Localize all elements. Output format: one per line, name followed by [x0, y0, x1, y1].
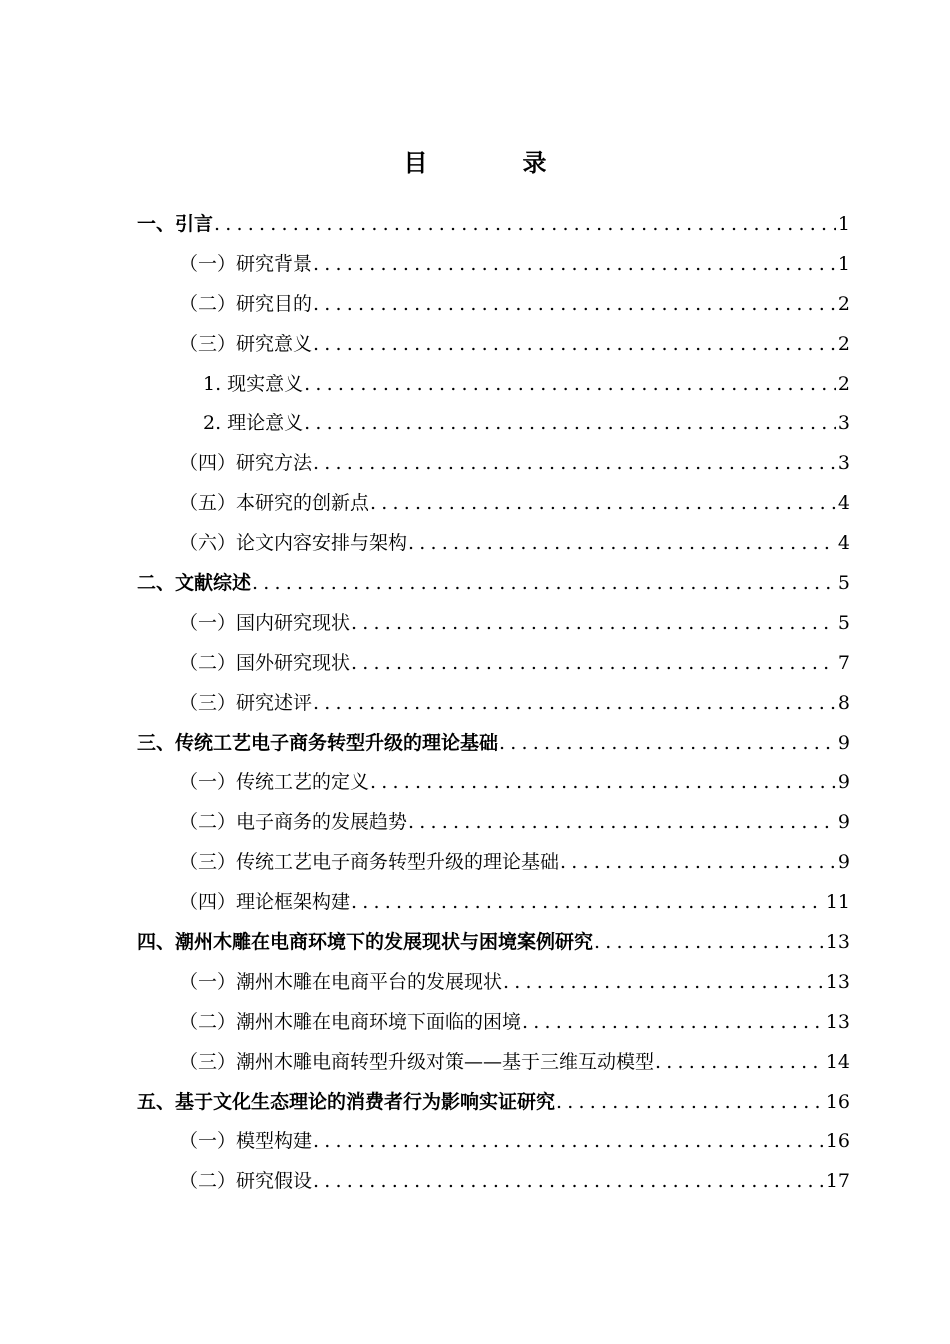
toc-entry-title: 四、潮州木雕在电商环境下的发展现状与困境案例研究 [137, 931, 594, 954]
toc-dot-leader [304, 404, 836, 444]
toc-dot-leader [499, 724, 836, 764]
toc-dot-leader [351, 604, 836, 644]
toc-page-number: 9 [837, 851, 850, 874]
toc-entry[interactable] [137, 1043, 850, 1083]
toc-entry-title: （一）传统工艺的定义 [179, 771, 370, 794]
toc-dot-leader [370, 484, 836, 524]
toc-entry[interactable] [137, 923, 850, 963]
toc-dot-leader [304, 365, 836, 405]
toc-entry-title: （三）传统工艺电子商务转型升级的理论基础 [179, 851, 560, 874]
toc-page-number: 14 [825, 1050, 850, 1073]
toc-page-number: 3 [837, 412, 850, 435]
toc-page-number: 1 [837, 213, 850, 235]
toc-entry[interactable] [137, 803, 850, 843]
toc-entry[interactable] [137, 1003, 850, 1043]
toc-entry[interactable] [137, 843, 850, 883]
toc-dot-leader [655, 1043, 824, 1083]
toc-title-char-left: 目 [403, 149, 428, 177]
toc-page-number: 7 [837, 651, 850, 674]
toc-entry[interactable] [137, 1083, 850, 1123]
toc-page-number: 2 [837, 332, 850, 355]
toc-page-number: 16 [825, 1130, 850, 1153]
toc-dot-leader [313, 1162, 824, 1202]
toc-entry[interactable] [137, 724, 850, 764]
toc-page-number: 2 [837, 372, 850, 395]
toc-entry[interactable] [137, 644, 850, 684]
toc-entry-title: （二）研究假设 [179, 1170, 313, 1193]
toc-entry[interactable] [137, 404, 850, 444]
toc-entry-title: 1. 现实意义 [203, 372, 304, 395]
toc-dot-leader [370, 763, 836, 803]
toc-entry[interactable] [137, 684, 850, 724]
toc-dot-leader [503, 963, 824, 1003]
toc-entry-title: （二）研究目的 [179, 292, 313, 315]
toc-page-number: 13 [825, 970, 850, 993]
toc-entry[interactable] [137, 963, 850, 1003]
toc-entry[interactable] [137, 325, 850, 365]
toc-entry[interactable] [137, 564, 850, 604]
toc-entry-title: （一）模型构建 [179, 1130, 313, 1153]
toc-entry-title: （二）潮州木雕在电商环境下面临的困境 [179, 1010, 522, 1033]
toc-page-number: 9 [837, 811, 850, 834]
toc-entry-title: （二）电子商务的发展趋势 [179, 811, 408, 834]
toc-entry[interactable] [137, 524, 850, 564]
toc-dot-leader [594, 923, 824, 963]
toc-entry-title: （五）本研究的创新点 [179, 492, 370, 515]
toc-dot-leader [313, 444, 836, 484]
toc-entry-title: 二、文献综述 [137, 572, 252, 595]
toc-entry-title: （四）理论框架构建 [179, 891, 351, 914]
toc-page-number: 9 [837, 731, 850, 754]
toc-entry[interactable] [137, 604, 850, 644]
toc-entry[interactable] [137, 365, 850, 405]
toc-entry-title: （四）研究方法 [179, 452, 313, 475]
toc-dot-leader [560, 843, 836, 883]
toc-entry[interactable] [137, 444, 850, 484]
toc-page-number: 13 [825, 1010, 850, 1033]
toc-dot-leader [351, 883, 824, 923]
toc-entry-title: 五、基于文化生态理论的消费者行为影响实证研究 [137, 1090, 556, 1113]
toc-dot-leader [408, 803, 836, 843]
toc-entry-title: 三、传统工艺电子商务转型升级的理论基础 [137, 731, 499, 754]
toc-entry-title: 2. 理论意义 [203, 412, 304, 435]
toc-entry-title: （二）国外研究现状 [179, 651, 351, 674]
toc-page-number: 17 [825, 1170, 850, 1193]
toc-dot-leader [313, 1122, 824, 1162]
toc-page-number: 3 [837, 452, 850, 475]
toc-entry-title: （三）研究意义 [179, 332, 313, 355]
toc-page-number: 11 [825, 891, 850, 914]
toc-entry[interactable] [137, 484, 850, 524]
toc-entry-title: （三）研究述评 [179, 691, 313, 714]
toc-entry-title: （三）潮州木雕电商转型升级对策——基于三维互动模型 [179, 1050, 655, 1073]
toc-page-number: 9 [837, 771, 850, 794]
toc-entry[interactable] [137, 1122, 850, 1162]
toc-dot-leader [313, 285, 836, 325]
toc-page-number: 4 [837, 492, 850, 515]
toc-page-number: 2 [837, 292, 850, 315]
toc-dot-leader [313, 684, 836, 724]
toc-page-number: 5 [837, 611, 850, 634]
toc-entry-title: （一）潮州木雕在电商平台的发展现状 [179, 970, 503, 993]
toc-entry[interactable] [137, 245, 850, 285]
toc-entry[interactable] [137, 883, 850, 923]
toc-entry-title: （一）研究背景 [179, 252, 313, 275]
toc-dot-leader [408, 524, 836, 564]
toc-entry-title: （一）国内研究现状 [179, 611, 351, 634]
toc-title [0, 143, 950, 178]
toc-title-char-right: 录 [522, 149, 547, 177]
toc-dot-leader [252, 564, 836, 604]
toc-dot-leader [351, 644, 836, 684]
toc-dot-leader [556, 1083, 824, 1123]
toc-dot-leader [313, 325, 836, 365]
toc-entry[interactable] [137, 285, 850, 325]
toc-page-number: 1 [837, 252, 850, 275]
toc-page-number: 16 [825, 1090, 850, 1113]
toc-dot-leader [313, 245, 836, 285]
toc-page-number: 4 [837, 532, 850, 555]
toc-page-number: 5 [837, 572, 850, 595]
toc-entry-title: （六）论文内容安排与架构 [179, 532, 408, 555]
toc-list [137, 205, 850, 1202]
toc-page-number: 8 [837, 691, 850, 714]
toc-dot-leader [214, 205, 836, 245]
toc-dot-leader [522, 1003, 824, 1043]
toc-page-number: 13 [825, 931, 850, 954]
toc-entry-title: 一、引言 [137, 213, 214, 235]
toc-entry[interactable] [137, 763, 850, 803]
toc-entry[interactable] [137, 1162, 850, 1202]
toc-entry[interactable] [137, 205, 850, 245]
